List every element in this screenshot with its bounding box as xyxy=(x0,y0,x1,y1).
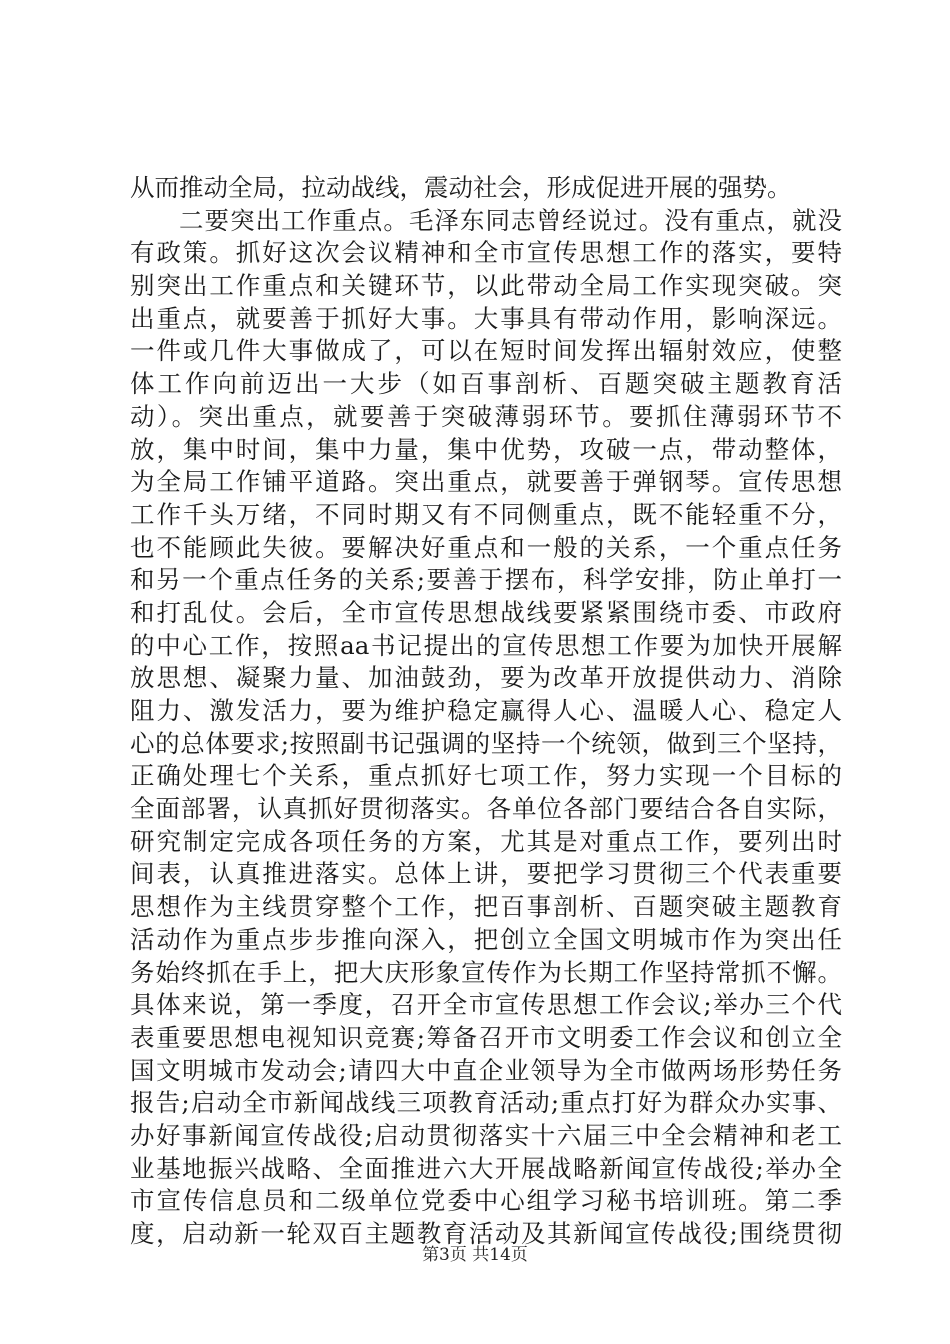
text-line: 为全局工作铺平道路。突出重点，就要善于弹钢琴。宣传思想 xyxy=(130,467,842,497)
text-line: 工作千头万绪，不同时期又有不同侧重点，既不能轻重不分， xyxy=(130,499,842,529)
text-line: 研究制定完成各项任务的方案，尤其是对重点工作，要列出时 xyxy=(130,826,842,856)
text-line: 动）。突出重点，就要善于突破薄弱环节。要抓住薄弱环节不 xyxy=(130,401,842,431)
text-line: 国文明城市发动会;请四大中直企业领导为全市做两场形势任务 xyxy=(130,1055,842,1085)
text-line: 报告;启动全市新闻战线三项教育活动;重点打好为群众办实事、 xyxy=(130,1088,842,1118)
text-line: 出重点，就要善于抓好大事。大事具有带动作用，影响深远。 xyxy=(130,303,842,333)
text-line: 务始终抓在手上，把大庆形象宣传作为长期工作坚持常抓不懈。 xyxy=(130,957,842,987)
text-line: 体工作向前迈出一大步（如百事剖析、百题突破主题教育活 xyxy=(130,369,842,399)
text-line: 办好事新闻宣传战役;启动贯彻落实十六届三中全会精神和老工 xyxy=(130,1120,842,1150)
text-line: 业基地振兴战略、全面推进六大开展战略新闻宣传战役;举办全 xyxy=(130,1153,842,1183)
text-line: 别突出工作重点和关键环节，以此带动全局工作实现突破。突 xyxy=(130,271,842,301)
text-line: 阻力、激发活力，要为维护稳定赢得人心、温暖人心、稳定人 xyxy=(130,696,842,725)
text-line: 一件或几件大事做成了，可以在短时间发挥出辐射效应，使整 xyxy=(130,336,842,366)
page-footer: 第3页 共14页 xyxy=(422,1245,528,1265)
text-line: 也不能顾此失彼。要解决好重点和一般的关系，一个重点任务 xyxy=(130,532,842,562)
text-line: 具体来说，第一季度，召开全市宣传思想工作会议;举办三个代 xyxy=(130,990,842,1020)
text-line: 市宣传信息员和二级单位党委中心组学习秘书培训班。第二季 xyxy=(130,1186,842,1216)
text-line: 二要突出工作重点。毛泽东同志曾经说过。没有重点，就没 xyxy=(179,205,842,235)
text-line: 的中心工作，按照aa书记提出的宣传思想工作要为加快开展解 xyxy=(130,630,842,660)
text-line: 活动作为重点步步推向深入，把创立全国文明城市作为突出任 xyxy=(130,924,842,954)
text-line: 从而推动全局，拉动战线，震动社会，形成促进开展的强势。 xyxy=(130,173,792,202)
text-line: 和另一个重点任务的关系;要善于摆布，科学安排，防止单打一 xyxy=(130,565,842,595)
text-line: 放，集中时间，集中力量，集中优势，攻破一点，带动整体， xyxy=(130,434,842,464)
text-line: 有政策。抓好这次会议精神和全市宣传思想工作的落实，要特 xyxy=(130,238,842,268)
text-line: 表重要思想电视知识竞赛;筹备召开市文明委工作会议和创立全 xyxy=(130,1022,842,1052)
text-line: 放思想、凝聚力量、加油鼓劲，要为改革开放提供动力、消除 xyxy=(130,663,842,693)
body-text xyxy=(130,172,842,1251)
text-line: 心的总体要求;按照副书记强调的坚持一个统领，做到三个坚持， xyxy=(130,728,842,758)
text-line: 正确处理七个关系，重点抓好七项工作，努力实现一个目标的 xyxy=(130,761,842,791)
text-line: 间表，认真推进落实。总体上讲，要把学习贯彻三个代表重要 xyxy=(130,859,842,889)
text-line: 和打乱仗。会后，全市宣传思想战线要紧紧围绕市委、市政府 xyxy=(130,597,842,627)
text-line: 思想作为主线贯穿整个工作，把百事剖析、百题突破主题教育 xyxy=(130,892,842,922)
text-line: 全面部署，认真抓好贯彻落实。各单位各部门要结合各自实际， xyxy=(130,794,842,824)
text-line: 度，启动新一轮双百主题教育活动及其新闻宣传战役;围绕贯彻 xyxy=(130,1219,842,1248)
